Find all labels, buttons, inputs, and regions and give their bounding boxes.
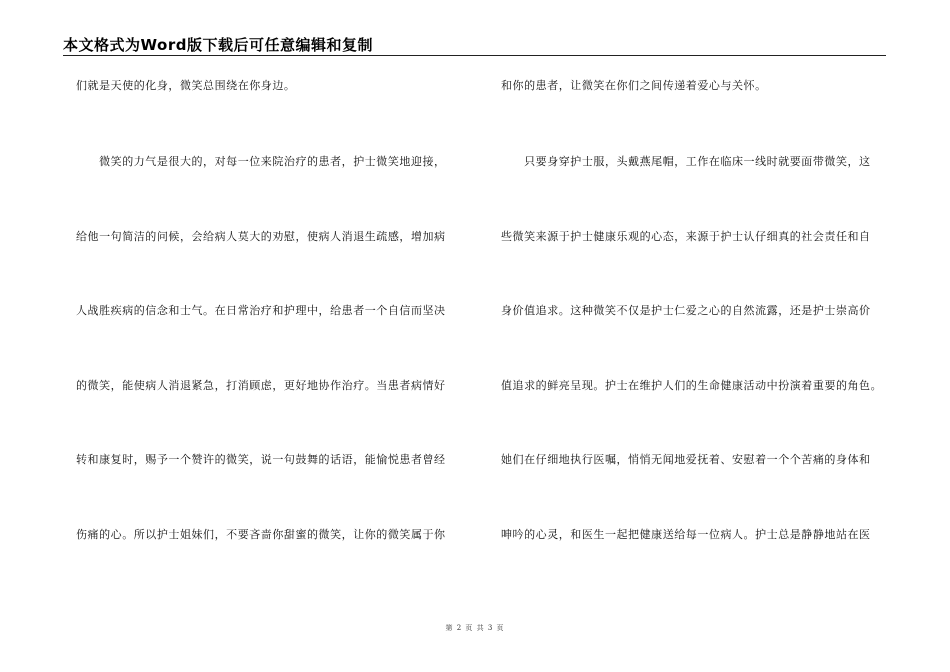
header-divider <box>63 55 886 56</box>
paragraph-line: 给他一句简洁的问候，会给病人莫大的劝慰，使病人消退生疏感，增加病 <box>76 230 446 243</box>
document-header-title: 本文格式为Word版下载后可任意编辑和复制 <box>63 36 373 54</box>
paragraph-line: 伤痛的心。所以护士姐妹们，不要吝啬你甜蜜的微笑，让你的微笑属于你 <box>76 528 446 541</box>
paragraph-line: 只要身穿护士服，头戴燕尾帽，工作在临床一线时就要面带微笑，这 <box>501 155 871 168</box>
paragraph-line: 身价值追求。这种微笑不仅是护士仁爱之心的自然流露，还是护士崇高价 <box>501 304 871 317</box>
paragraph-line: 的微笑，能使病人消退紧急，打消顾虑，更好地协作治疗。当患者病情好 <box>76 379 446 392</box>
paragraph-line: 呻吟的心灵，和医生一起把健康送给每一位病人。护士总是静静地站在医 <box>501 528 871 541</box>
paragraph-line: 微笑的力气是很大的，对每一位来院治疗的患者，护士微笑地迎接， <box>76 155 446 168</box>
paragraph-line: 她们在仔细地执行医嘱，悄悄无闻地爱抚着、安慰着一个个苦痛的身体和 <box>501 453 871 466</box>
paragraph-line: 值追求的鲜亮呈现。护士在维护人们的生命健康活动中扮演着重要的角色。 <box>501 379 883 392</box>
paragraph-line: 些微笑来源于护士健康乐观的心态，来源于护士认仔细真的社会责任和自 <box>501 230 871 243</box>
paragraph-line: 转和康复时，赐予一个赞许的微笑，说一句鼓舞的话语，能愉悦患者曾经 <box>76 453 446 466</box>
paragraph-line: 们就是天使的化身，微笑总围绕在你身边。 <box>76 79 296 92</box>
page-number-footer: 第 2 页 共 3 页 <box>445 624 505 632</box>
paragraph-line: 人战胜疾病的信念和士气。在日常治疗和护理中，给患者一个自信而坚决 <box>76 304 446 317</box>
paragraph-line: 和你的患者，让微笑在你们之间传递着爱心与关怀。 <box>501 79 767 92</box>
